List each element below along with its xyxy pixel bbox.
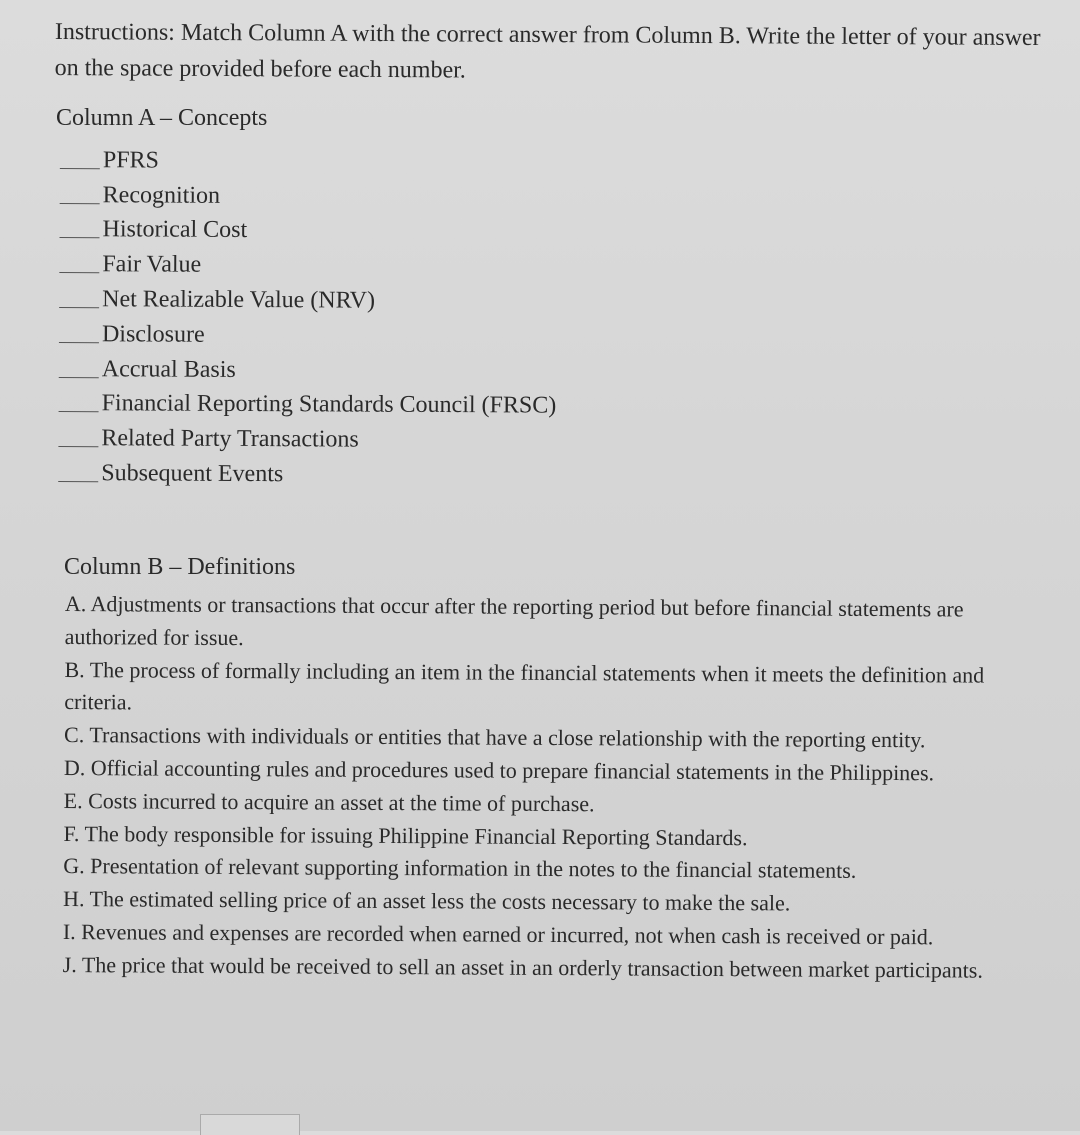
- concept-item: [59, 244, 557, 281]
- answer-blank[interactable]: [60, 203, 100, 204]
- definition-item: F. The body responsible for issuing Philippine Financial Reporting Standards.: [63, 820, 748, 850]
- concept-item: [60, 140, 558, 177]
- definition-item: C. Transactions with individuals or entities that have a close relationship with the reporting entity.: [64, 722, 926, 753]
- concept-label: Accrual Basis: [101, 355, 236, 383]
- answer-blank[interactable]: [59, 411, 99, 412]
- answer-blank[interactable]: [59, 377, 99, 378]
- column-a-list: [58, 140, 557, 491]
- column-b-list: [63, 588, 1025, 987]
- definition-item: G. Presentation of relevant supporting information in the notes to the financial statements.: [63, 853, 857, 884]
- definition-item: D. Official accounting rules and procedures used to prepare financial statements in the Philippines.: [63, 754, 935, 786]
- definition-item: J. The price that would be received to sell an asset in an orderly transaction between market participants.: [62, 951, 983, 983]
- concept-label: Disclosure: [101, 321, 205, 348]
- answer-blank[interactable]: [58, 481, 98, 482]
- concept-item: [59, 384, 557, 421]
- column-b-heading: Column B – Definitions: [64, 554, 296, 580]
- concept-label: Historical Cost: [102, 216, 248, 244]
- answer-blank[interactable]: [59, 342, 99, 343]
- definition-item: H. The estimated selling price of an asset less the costs necessary to make the sale.: [63, 886, 791, 916]
- concept-item: [59, 314, 557, 351]
- concept-label: Related Party Transactions: [101, 425, 359, 453]
- concept-item: [60, 175, 558, 212]
- answer-blank[interactable]: [59, 237, 99, 238]
- answer-blank[interactable]: [60, 168, 100, 169]
- concept-item: [59, 210, 557, 247]
- answer-blank[interactable]: [59, 272, 99, 273]
- answer-blank[interactable]: [58, 446, 98, 447]
- concept-label: Recognition: [102, 181, 221, 209]
- concept-item: [58, 418, 556, 455]
- concept-item: [59, 279, 557, 316]
- concept-item: [58, 453, 556, 490]
- definition-item: E. Costs incurred to acquire an asset at the time of purchase.: [63, 787, 595, 817]
- concept-label: Financial Reporting Standards Council (FRSC): [101, 390, 557, 419]
- concept-item: [59, 349, 557, 386]
- instructions-text: Instructions: Match Column A with the correct answer from Column B. Write the letter of your answer on the space provided before each number.: [54, 18, 1041, 84]
- concept-label: Fair Value: [102, 251, 202, 278]
- definition-item: I. Revenues and expenses are recorded when earned or incurred, not when cash is received or paid.: [62, 918, 934, 950]
- concept-label: PFRS: [102, 147, 160, 174]
- concept-label: Net Realizable Value (NRV): [102, 286, 376, 314]
- answer-blank[interactable]: [59, 307, 99, 308]
- concept-label: Subsequent Events: [101, 460, 284, 488]
- definition-item: B. The process of formally including an item in the financial statements when it meets the definition and criteria.: [64, 656, 985, 715]
- column-a-heading: Column A – Concepts: [56, 105, 268, 131]
- partial-footer-widget: [200, 1114, 300, 1135]
- definition-item: A. Adjustments or transactions that occur after the reporting period but before financial statements are authorized for issue.: [64, 590, 964, 650]
